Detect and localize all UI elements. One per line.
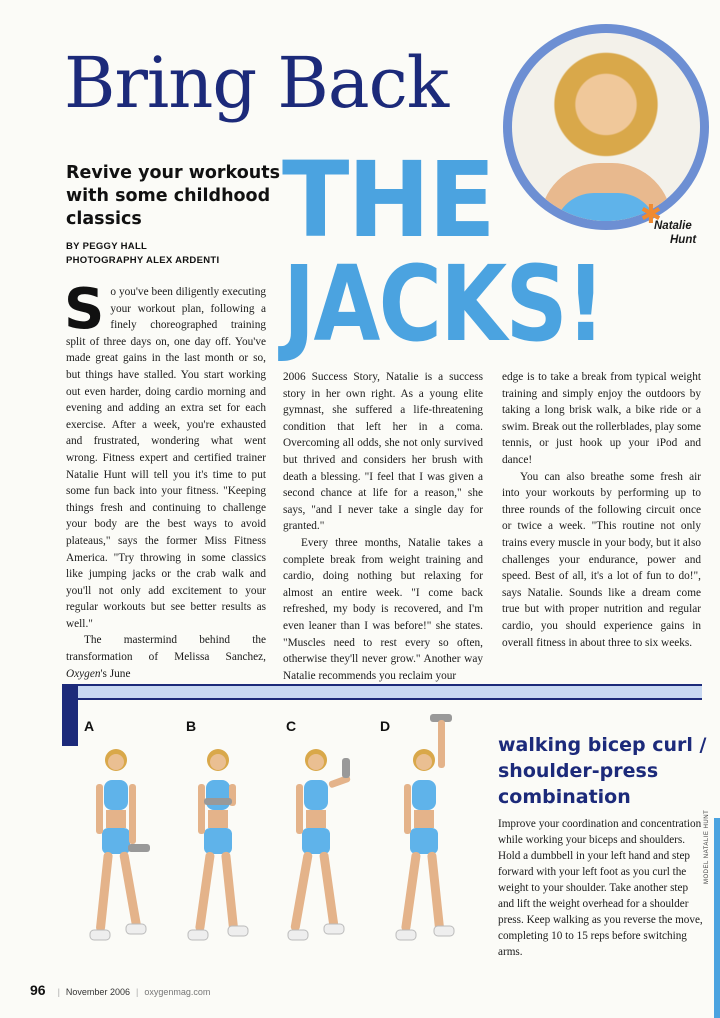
page-footer <box>30 982 210 998</box>
exercise-figure-d <box>392 712 472 952</box>
headline-line1: Bring Back <box>64 42 449 124</box>
section-divider-inner <box>78 686 702 698</box>
exercise-description: Improve your coordination and concentration while working your biceps and shoulders. Hold a dumbbell in your left hand and step forward with your left foot as you curl the weight to your shoulder. Take another step and lift the weight overhead for a shoulder press. Keep walking as you reverse the move, completing 10 to 15 reps before switching arms. <box>498 818 703 958</box>
asterisk-icon: ✱ <box>640 200 662 230</box>
byline <box>66 240 219 268</box>
drop-cap: S <box>64 277 105 342</box>
page-number: 96 <box>30 982 46 998</box>
edge-color-bar <box>714 818 720 1018</box>
model-credit: MODEL NATALIE HUNT <box>704 809 710 884</box>
body-paragraph <box>66 632 266 682</box>
exercise-figure-c <box>282 740 362 952</box>
body-column-1 <box>64 277 266 682</box>
body-text: The mastermind behind the transformation of Melissa Sanchez, <box>66 634 266 664</box>
body-column-3 <box>502 369 701 651</box>
portrait-caption-first: Natalie <box>654 220 692 232</box>
exercise-title: walking bicep curl / shoulder-press combination <box>498 734 707 808</box>
footer-separator: | <box>57 987 60 997</box>
byline-photographer: PHOTOGRAPHY ALEX ARDENTI <box>66 255 220 266</box>
section-divider-tab <box>62 684 78 746</box>
step-label-a: A <box>84 718 95 734</box>
portrait-caption-last: Hunt <box>670 234 697 246</box>
body-column-2 <box>283 369 483 684</box>
portrait-photo <box>512 33 700 221</box>
portrait-caption <box>654 219 720 247</box>
headline-line2: THE <box>282 139 494 261</box>
body-paragraph: o you've been diligently executing your workout plan, following a finely choreographed training split of three days on, one day off. You've made great gains in the last month or so, but things have stalled. You start working out even harder, doing cardio morning and evening and adding an extra set for each exercise. After a week, you're exhausted and frustrated, wondering what went wrong. Fitness expert and certified trainer Natalie Hunt will tell you it's time to put some fun back into your fitness. "Keeping things fresh and continuing to challenge your body are the best ways to avoid plateaus," says the former Miss Fitness America. "Try throwing in some classics like jumping jacks or the crab walk and you'll not only add excitement to your regular workouts but see better results as well." <box>66 286 266 630</box>
body-paragraph: 2006 Success Story, Natalie is a success story in her own right. As a young elite gymnast, she suffered a life-threatening condition that left her in a coma. Overcoming all odds, she not only survived but thrived and considers her brush with death a blessing. "I feel that I was given a second chance at life for a reason," she says, "and I never take a single day for granted." <box>283 371 483 533</box>
body-paragraph: edge is to take a break from typical weight training and simply enjoy the outdoors by taking a long brisk walk, a bike ride or a swim. Break out the rollerblades, play some tennis, or just hook up your iPod and dance! <box>502 371 701 466</box>
step-label-c: C <box>286 718 297 734</box>
exercise-figure-a <box>82 740 162 952</box>
issue-date: November 2006 <box>65 987 130 997</box>
headline-line3: JACKS! <box>283 243 604 365</box>
body-paragraph: You can also breathe some fresh air into your workouts by performing up to three rounds of the following circuit once or twice a week. "This routine not only trains every muscle in your body, but it also challenges your endurance, power and speed. Best of all, it's a lot of fun to do!", says Natalie. Sounds like a dream come true but with proper nutrition and regular cardio, you should experience gains in overall fitness in about three to six weeks. <box>502 470 701 649</box>
exercise-figure-b <box>182 740 262 952</box>
step-label-d: D <box>380 718 391 734</box>
body-paragraph: Every three months, Natalie takes a complete break from weight training and cardio, doing nothing but relaxing for almost an entire week. "I come back refreshed, my body is recovered, and I'm even leaner than I was before!" she states. "Muscles need to rest every so often, otherwise they'll never grow." Another way Natalie recommends you reclaim your <box>283 536 483 682</box>
footer-separator: | <box>135 987 139 997</box>
body-text: 's June <box>100 667 131 680</box>
byline-writer: BY PEGGY HALL <box>66 241 148 252</box>
step-label-b: B <box>186 718 197 734</box>
deck: Revive your workouts with some childhood classics <box>66 163 280 229</box>
magazine-name: Oxygen <box>66 667 101 680</box>
website-link[interactable]: oxygenmag.com <box>144 987 211 997</box>
